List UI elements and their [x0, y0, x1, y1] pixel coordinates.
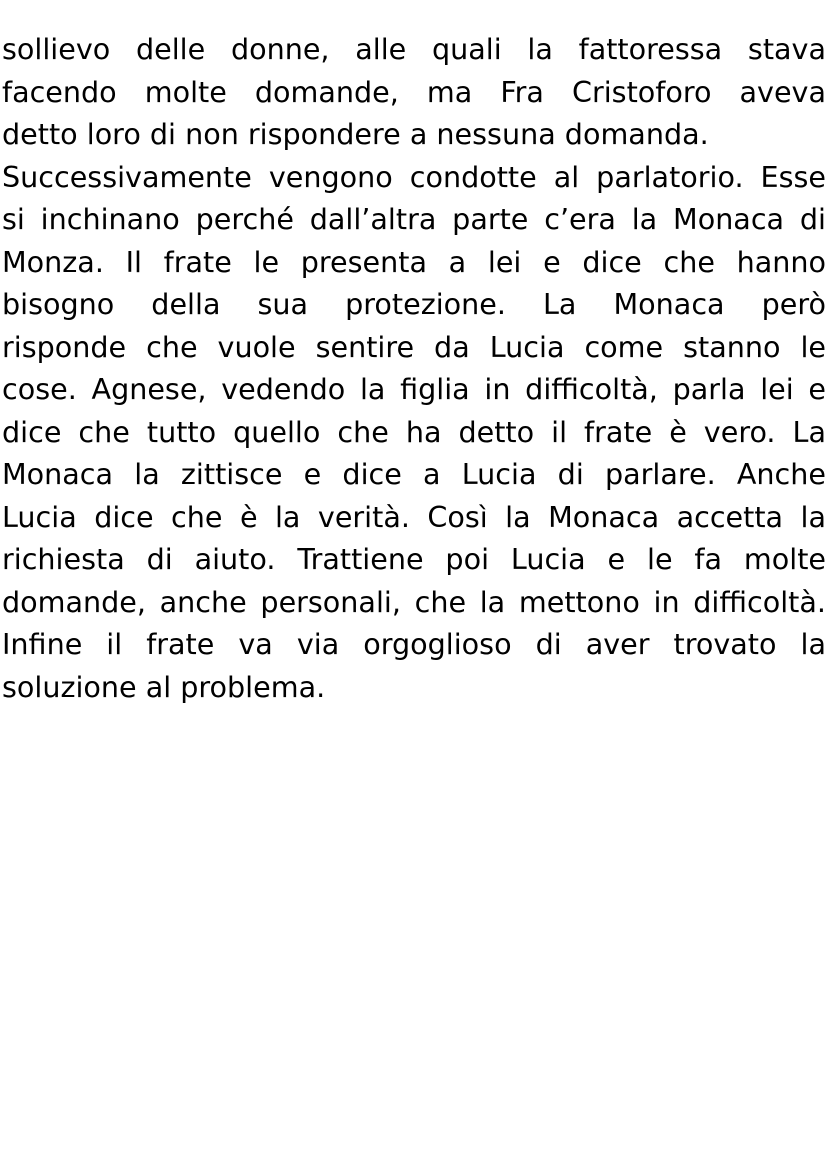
text-line: Monza. Il frate le presenta a lei e dice che hanno: [2, 244, 826, 279]
text-line: Lucia dice che è la verità. Così la Monaca accetta la: [2, 499, 826, 534]
text-line: sollievo delle donne, alle quali la fattoressa stava: [2, 32, 826, 66]
text-line: Successivamente vengono condotte al parlatorio. Esse: [2, 159, 826, 194]
text-line: domande, anche personali, che la mettono in difficoltà.: [2, 584, 826, 619]
paragraph-1: [2, 28, 826, 156]
text-line: si inchinano perché dall’altra parte c’era la Monaca di: [2, 202, 826, 236]
text-line: bisogno della sua protezione. La Monaca però: [2, 287, 826, 321]
text-line: dice che tutto quello che ha detto il frate è vero. La: [2, 414, 826, 449]
text-line: detto loro di non rispondere a nessuna domanda.: [2, 117, 709, 151]
text-line: soluzione al problema.: [2, 669, 326, 704]
text-line: Monaca la zittisce e dice a Lucia di parlare. Anche: [2, 457, 826, 491]
body-text: [2, 28, 826, 708]
text-line: cose. Agnese, vedendo la figlia in difficoltà, parla lei e: [2, 372, 826, 406]
text-line: Infine il frate va via orgoglioso di aver trovato la: [2, 627, 826, 661]
text-line: facendo molte domande, ma Fra Cristoforo aveva: [2, 74, 826, 109]
text-line: risponde che vuole sentire da Lucia come stanno le: [2, 329, 826, 364]
text-line: richiesta di aiuto. Trattiene poi Lucia e le fa molte: [2, 542, 826, 576]
paragraph-2: [2, 156, 826, 709]
